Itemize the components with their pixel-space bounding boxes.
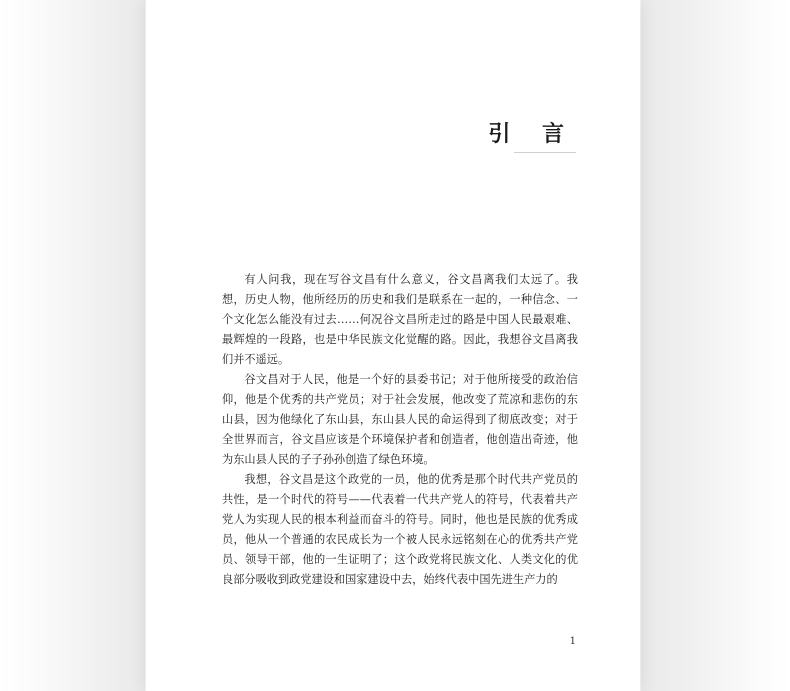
paragraph: 谷文昌对于人民，他是一个好的县委书记；对于他所接受的政治信仰，他是个优秀的共产党员；对于社会发展，他改变了荒凉和悲伤的东山县，因为他绿化了东山县，东山县人民的命运得到了彻底改变；对于全世界而言，谷文昌应该是个环境保护者和创造者，他创造出奇迹，他为东山县人民的子子孙孙创造了绿色环境。 — [222, 373, 578, 466]
chapter-title: 引 言 — [488, 121, 576, 147]
book-page[interactable] — [146, 0, 640, 691]
page-number: 1 — [569, 636, 576, 647]
paragraph: 我想，谷文昌是这个政党的一员，他的优秀是那个时代共产党员的共性，是一个时代的符号——代表着一代共产党人的符号，代表着共产党人为实现人民的根本利益而奋斗的符号。同时，他也是民族的优秀成员，他从一个普通的农民成长为一个被人民永远铭刻在心的优秀共产党员、领导干部，他的一生证明了；这个政党将民族文化、人类文化的优良部分吸收到政党建设和国家建设中去，始终代表中国先进生产力的 — [222, 473, 578, 586]
body-text — [222, 270, 578, 590]
paragraph: 有人问我，现在写谷文昌有什么意义，谷文昌离我们太远了。我想，历史人物，他所经历的历史和我们是联系在一起的，一种信念、一个文化怎么能没有过去……何况谷文昌所走过的路是中国人民最艰难、最辉煌的一段路，也是中华民族文化觉醒的路。因此，我想谷文昌离我们并不遥远。 — [222, 273, 578, 366]
title-underline — [514, 152, 576, 153]
